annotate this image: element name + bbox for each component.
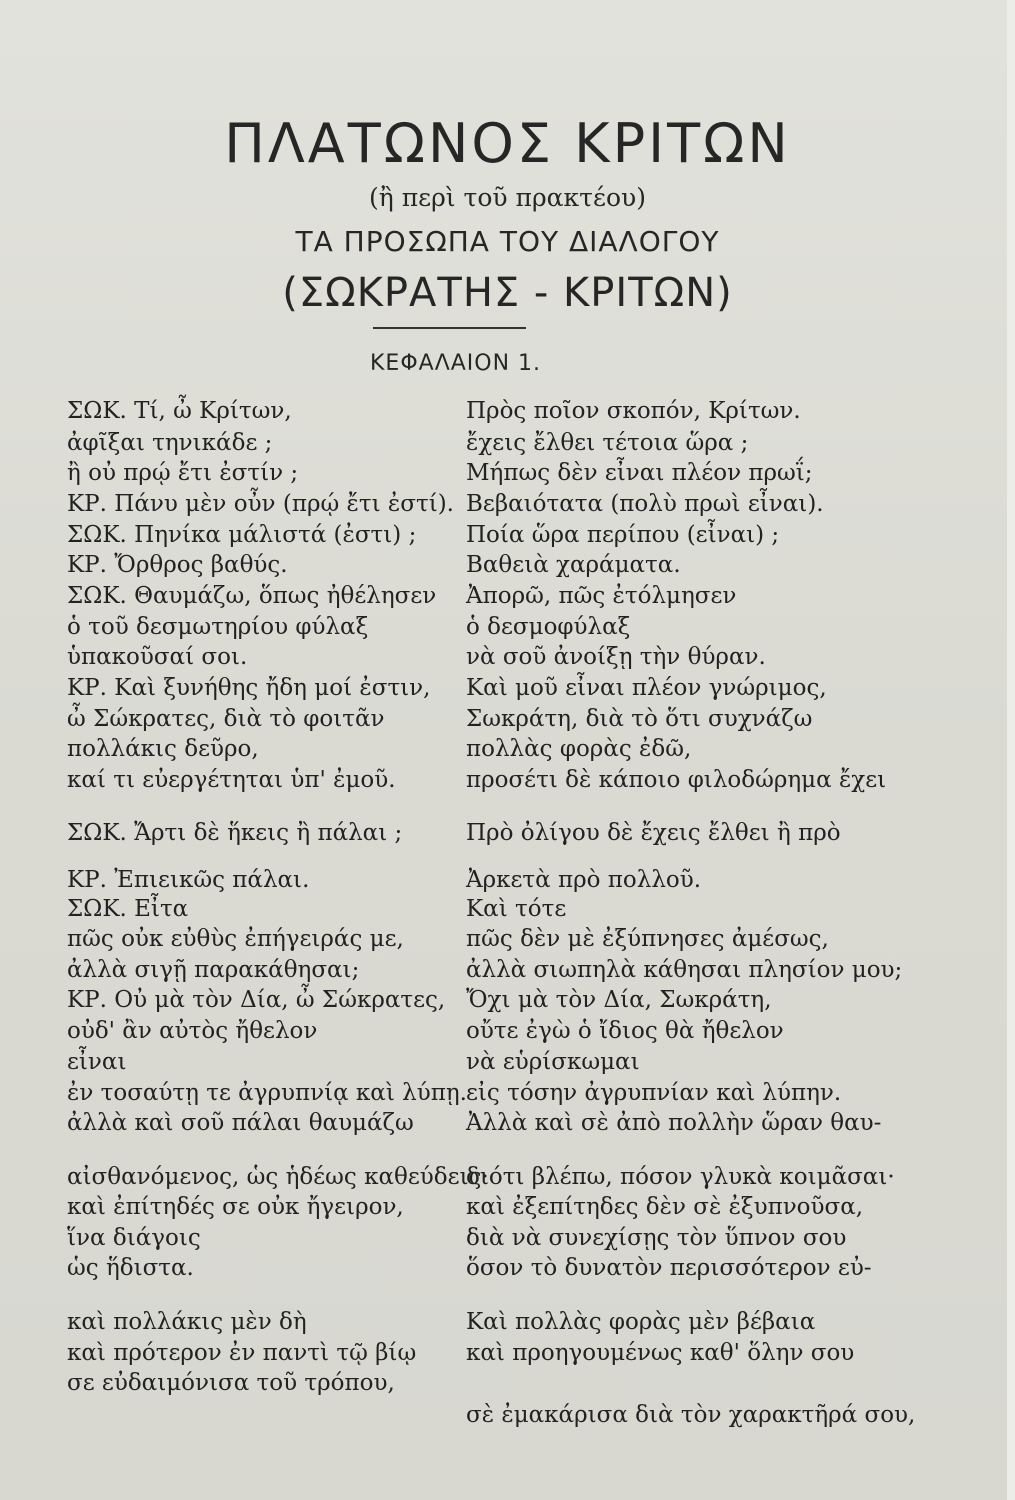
modern-text-line: ἔχεις ἔλθει τέτοια ὥρα ;: [466, 430, 749, 456]
modern-text-line: Μήπως δὲν εἶναι πλέον πρωΐ;: [466, 460, 813, 486]
modern-text-line: ὁ δεσμοφύλαξ: [466, 614, 631, 640]
persons-names: (ΣΩΚΡΑΤΗΣ - ΚΡΙΤΩΝ): [282, 270, 733, 316]
ancient-text-line: ΣΩΚ. Θαυμάζω, ὅπως ἠθέλησεν: [67, 583, 437, 609]
modern-text-line: Ἀπορῶ, πῶς ἐτόλμησεν: [466, 583, 737, 609]
divider-rule: [373, 327, 526, 329]
modern-text-line: Ποία ὥρα περίπου (εἶναι) ;: [466, 522, 780, 548]
modern-text-line: καὶ προηγουμένως καθ' ὅλην σου: [466, 1340, 855, 1366]
ancient-text-line: ὡς ἥδιστα.: [67, 1255, 194, 1281]
ancient-text-line: καὶ πρότερον ἐν παντὶ τῷ βίῳ: [67, 1340, 417, 1366]
modern-text-line: Πρὸ ὀλίγου δὲ ἔχεις ἔλθει ἢ πρὸ: [466, 820, 841, 846]
ancient-text-line: ΣΩΚ. Τί, ὦ Κρίτων,: [67, 398, 292, 424]
ancient-text-line: ΣΩΚ. Πηνίκα μάλιστά (ἐστι) ;: [67, 522, 417, 548]
modern-text-line: Βεβαιότατα (πολὺ πρωὶ εἶναι).: [466, 491, 824, 517]
modern-text-line: προσέτι δὲ κάποιο φιλοδώρημα ἔχει: [466, 767, 887, 793]
persons-heading: ΤΑ ΠΡΟΣΩΠΑ ΤΟΥ ΔΙΑΛΟΓΟΥ: [295, 225, 720, 258]
ancient-text-line: ΚΡ. Πάνυ μὲν οὖν (πρῴ ἔτι ἐστί).: [67, 491, 454, 517]
ancient-text-line: ὦ Σώκρατες, διὰ τὸ φοιτᾶν: [67, 706, 385, 732]
ancient-text-line: ΚΡ. Ἐπιεικῶς πάλαι.: [67, 867, 310, 893]
modern-text-line: ὅσον τὸ δυνατὸν περισσότερον εὐ-: [466, 1255, 872, 1281]
ancient-text-line: ΚΡ. Οὐ μὰ τὸν Δία, ὦ Σώκρατες,: [67, 987, 446, 1013]
ancient-text-line: ἀλλὰ σιγῇ παρακάθησαι;: [67, 957, 360, 983]
ancient-text-line: πολλάκις δεῦρο,: [67, 736, 259, 762]
modern-text-line: διὰ νὰ συνεχίσῃς τὸν ὕπνον σου: [466, 1225, 847, 1251]
ancient-text-line: ἀφῖξαι τηνικάδε ;: [67, 430, 273, 456]
modern-text-line: πολλὰς φορὰς ἐδῶ,: [466, 736, 692, 762]
ancient-text-line: ὁ τοῦ δεσμωτηρίου φύλαξ: [67, 614, 369, 640]
modern-text-line: ἀλλὰ σιωπηλὰ κάθησαι πλησίον μου;: [466, 957, 903, 983]
page-title: ΠΛΑΤΩΝΟΣ ΚΡΙΤΩΝ: [224, 112, 791, 175]
ancient-text-line: ἵνα διάγοις: [67, 1225, 201, 1251]
ancient-text-line: ὑπακοῦσαί σοι.: [67, 644, 248, 670]
modern-text-line: πῶς δὲν μὲ ἐξύπνησες ἀμέσως,: [466, 926, 829, 952]
ancient-text-line: καὶ πολλάκις μὲν δὴ: [67, 1309, 307, 1335]
ancient-text-line: ἀλλὰ καὶ σοῦ πάλαι θαυμάζω: [67, 1110, 414, 1136]
ancient-text-line: ΚΡ. Ὄρθρος βαθύς.: [67, 552, 288, 578]
modern-text-line: Καὶ τότε: [466, 896, 567, 922]
modern-text-line: Πρὸς ποῖον σκοπόν, Κρίτων.: [466, 398, 801, 424]
chapter-heading: ΚΕΦΑΛΑΙΟΝ 1.: [370, 351, 542, 376]
modern-text-line: νὰ σοῦ ἀνοίξῃ τὴν θύραν.: [466, 644, 766, 670]
modern-text-line: Βαθειὰ χαράματα.: [466, 552, 681, 578]
ancient-text-line: καὶ ἐπίτηδές σε οὐκ ἤγειρον,: [67, 1194, 404, 1220]
ancient-text-line: σε εὐδαιμόνισα τοῦ τρόπου,: [67, 1370, 395, 1396]
ancient-text-line: πῶς οὐκ εὐθὺς ἐπήγειράς με,: [67, 926, 404, 952]
modern-text-line: διότι βλέπω, πόσον γλυκὰ κοιμᾶσαι·: [466, 1164, 895, 1190]
modern-text-line: καὶ ἐξεπίτηδες δὲν σὲ ἐξυπνοῦσα,: [466, 1194, 864, 1220]
ancient-text-line: οὐδ' ἂν αὐτὸς ἤθελον: [67, 1018, 318, 1044]
modern-text-line: Ἀλλὰ καὶ σὲ ἀπὸ πολλὴν ὥραν θαυ-: [466, 1110, 882, 1136]
ancient-text-line: ΣΩΚ. Ἄρτι δὲ ἥκεις ἢ πάλαι ;: [67, 820, 403, 846]
modern-text-line: νὰ εὑρίσκωμαι: [466, 1049, 640, 1075]
ancient-text-line: ἢ οὐ πρῴ ἔτι ἐστίν ;: [67, 460, 299, 486]
ancient-text-line: ΚΡ. Καὶ ξυνήθης ἤδη μοί ἐστιν,: [67, 675, 431, 701]
ancient-text-line: αἰσθανόμενος, ὡς ἡδέως καθεύδεις·: [67, 1164, 489, 1190]
modern-text-line: σὲ ἐμακάρισα διὰ τὸν χαρακτῆρά σου,: [466, 1402, 916, 1428]
modern-text-line: Ἀρκετὰ πρὸ πολλοῦ.: [466, 867, 702, 893]
modern-text-line: Σωκράτη, διὰ τὸ ὅτι συχνάζω: [466, 706, 813, 732]
modern-text-line: εἰς τόσην ἀγρυπνίαν καὶ λύπην.: [466, 1080, 842, 1106]
modern-text-line: οὔτε ἐγὼ ὁ ἴδιος θὰ ἤθελον: [466, 1018, 784, 1044]
ancient-text-line: ἐν τοσαύτῃ τε ἀγρυπνίᾳ καὶ λύπῃ.: [67, 1080, 467, 1106]
ancient-text-line: καί τι εὐεργέτηται ὑπ' ἐμοῦ.: [67, 767, 396, 793]
modern-text-line: Ὄχι μὰ τὸν Δία, Σωκράτη,: [466, 987, 772, 1013]
modern-text-line: Καὶ πολλὰς φορὰς μὲν βέβαια: [466, 1309, 816, 1335]
modern-text-line: Καὶ μοῦ εἶναι πλέον γνώριμος,: [466, 675, 827, 701]
page-subtitle: (ἢ περὶ τοῦ πρακτέου): [369, 183, 646, 212]
ancient-text-line: ΣΩΚ. Εἶτα: [67, 896, 189, 922]
ancient-text-line: εἶναι: [67, 1049, 127, 1075]
